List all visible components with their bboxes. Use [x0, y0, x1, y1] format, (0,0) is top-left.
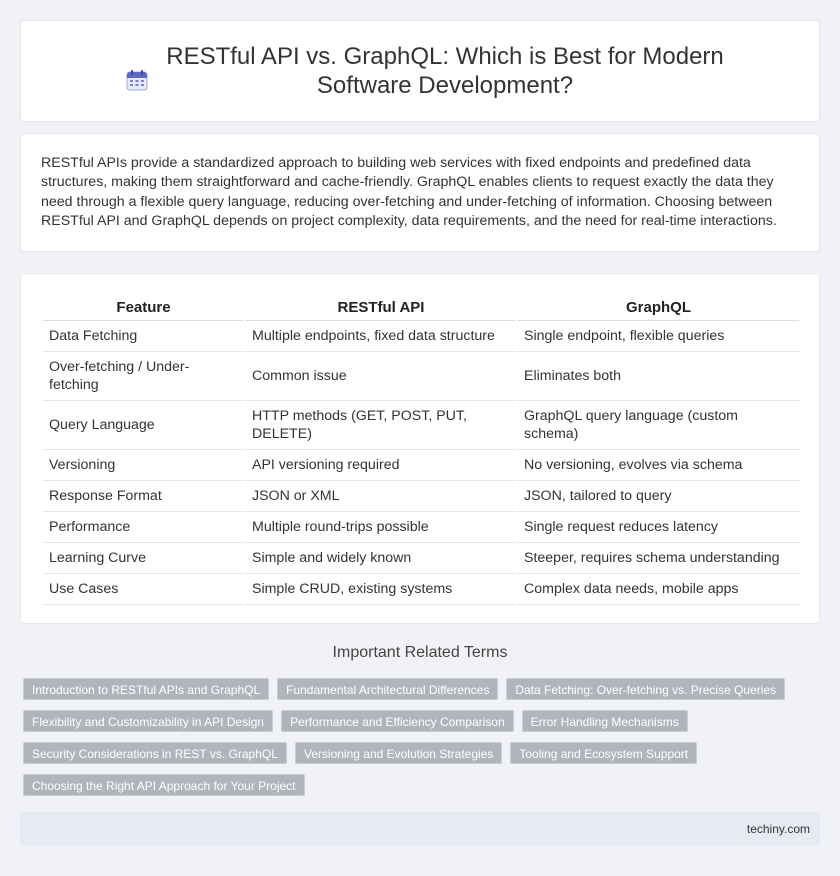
restful-cell: Simple and widely known — [245, 542, 517, 573]
header-restful-api: RESTful API — [245, 294, 517, 320]
related-terms-title: Important Related Terms — [332, 644, 508, 661]
feature-cell: Query Language — [43, 400, 245, 449]
related-term-tag[interactable]: Fundamental Architectural Differences — [277, 678, 498, 700]
restful-cell: Common issue — [245, 351, 517, 400]
graphql-cell: Steeper, requires schema understanding — [517, 542, 799, 573]
feature-cell: Use Cases — [43, 573, 245, 604]
feature-cell: Over-fetching / Under-fetching — [43, 351, 245, 400]
comparison-table — [43, 294, 799, 605]
graphql-cell: Single request reduces latency — [517, 511, 799, 542]
table-row — [43, 542, 799, 573]
related-term-tag[interactable]: Performance and Efficiency Comparison — [281, 710, 514, 732]
related-term-tag[interactable]: Data Fetching: Over-fetching vs. Precise Queries — [506, 678, 785, 700]
table-row — [43, 351, 799, 400]
table-header-row — [43, 294, 799, 320]
related-terms-tags — [20, 678, 820, 796]
table-row — [43, 573, 799, 604]
feature-cell: Data Fetching — [43, 320, 245, 351]
page-title: RESTful API vs. GraphQL: Which is Best for Modern Software Development? — [166, 43, 724, 99]
graphql-cell: No versioning, evolves via schema — [517, 449, 799, 480]
restful-cell: Multiple endpoints, fixed data structure — [245, 320, 517, 351]
footer — [20, 812, 820, 846]
graphql-cell: Complex data needs, mobile apps — [517, 573, 799, 604]
table-row — [43, 320, 799, 351]
header-graphql: GraphQL — [517, 294, 799, 320]
feature-cell: Learning Curve — [43, 542, 245, 573]
table-row — [43, 480, 799, 511]
intro-card — [20, 133, 820, 252]
restful-cell: Multiple round-trips possible — [245, 511, 517, 542]
related-terms-section — [20, 644, 820, 796]
table-row — [43, 511, 799, 542]
related-term-tag[interactable]: Tooling and Ecosystem Support — [510, 742, 697, 764]
intro-paragraph: RESTful APIs provide a standardized approach to building web services with fixed endpoints and predefined data structures, making them straightforward and cache-friendly. GraphQL enables clients to request exactly the data they need through a flexible query language, reducing over-fetching and under-fetching of information. Choosing between RESTful API and GraphQL depends on project complexity, data requirements, and the need for real-time interactions. — [41, 155, 777, 230]
related-term-tag[interactable]: Security Considerations in REST vs. GraphQL — [23, 742, 287, 764]
calendar-icon — [125, 68, 149, 92]
related-term-tag[interactable]: Error Handling Mechanisms — [522, 710, 688, 732]
graphql-cell: Eliminates both — [517, 351, 799, 400]
graphql-cell: GraphQL query language (custom schema) — [517, 400, 799, 449]
table-row — [43, 449, 799, 480]
related-term-tag[interactable]: Introduction to RESTful APIs and GraphQL — [23, 678, 269, 700]
restful-cell: JSON or XML — [245, 480, 517, 511]
restful-cell: API versioning required — [245, 449, 517, 480]
feature-cell: Response Format — [43, 480, 245, 511]
feature-cell: Versioning — [43, 449, 245, 480]
graphql-cell: Single endpoint, flexible queries — [517, 320, 799, 351]
feature-cell: Performance — [43, 511, 245, 542]
footer-site-link[interactable]: techiny.com — [746, 822, 810, 836]
graphql-cell: JSON, tailored to query — [517, 480, 799, 511]
related-term-tag[interactable]: Versioning and Evolution Strategies — [295, 742, 502, 764]
header-feature: Feature — [43, 294, 245, 320]
related-term-tag[interactable]: Flexibility and Customizability in API Design — [23, 710, 273, 732]
restful-cell: Simple CRUD, existing systems — [245, 573, 517, 604]
related-term-tag[interactable]: Choosing the Right API Approach for Your Project — [23, 774, 305, 796]
restful-cell: HTTP methods (GET, POST, PUT, DELETE) — [245, 400, 517, 449]
comparison-card — [20, 273, 820, 624]
table-row — [43, 400, 799, 449]
title-card — [20, 20, 820, 122]
